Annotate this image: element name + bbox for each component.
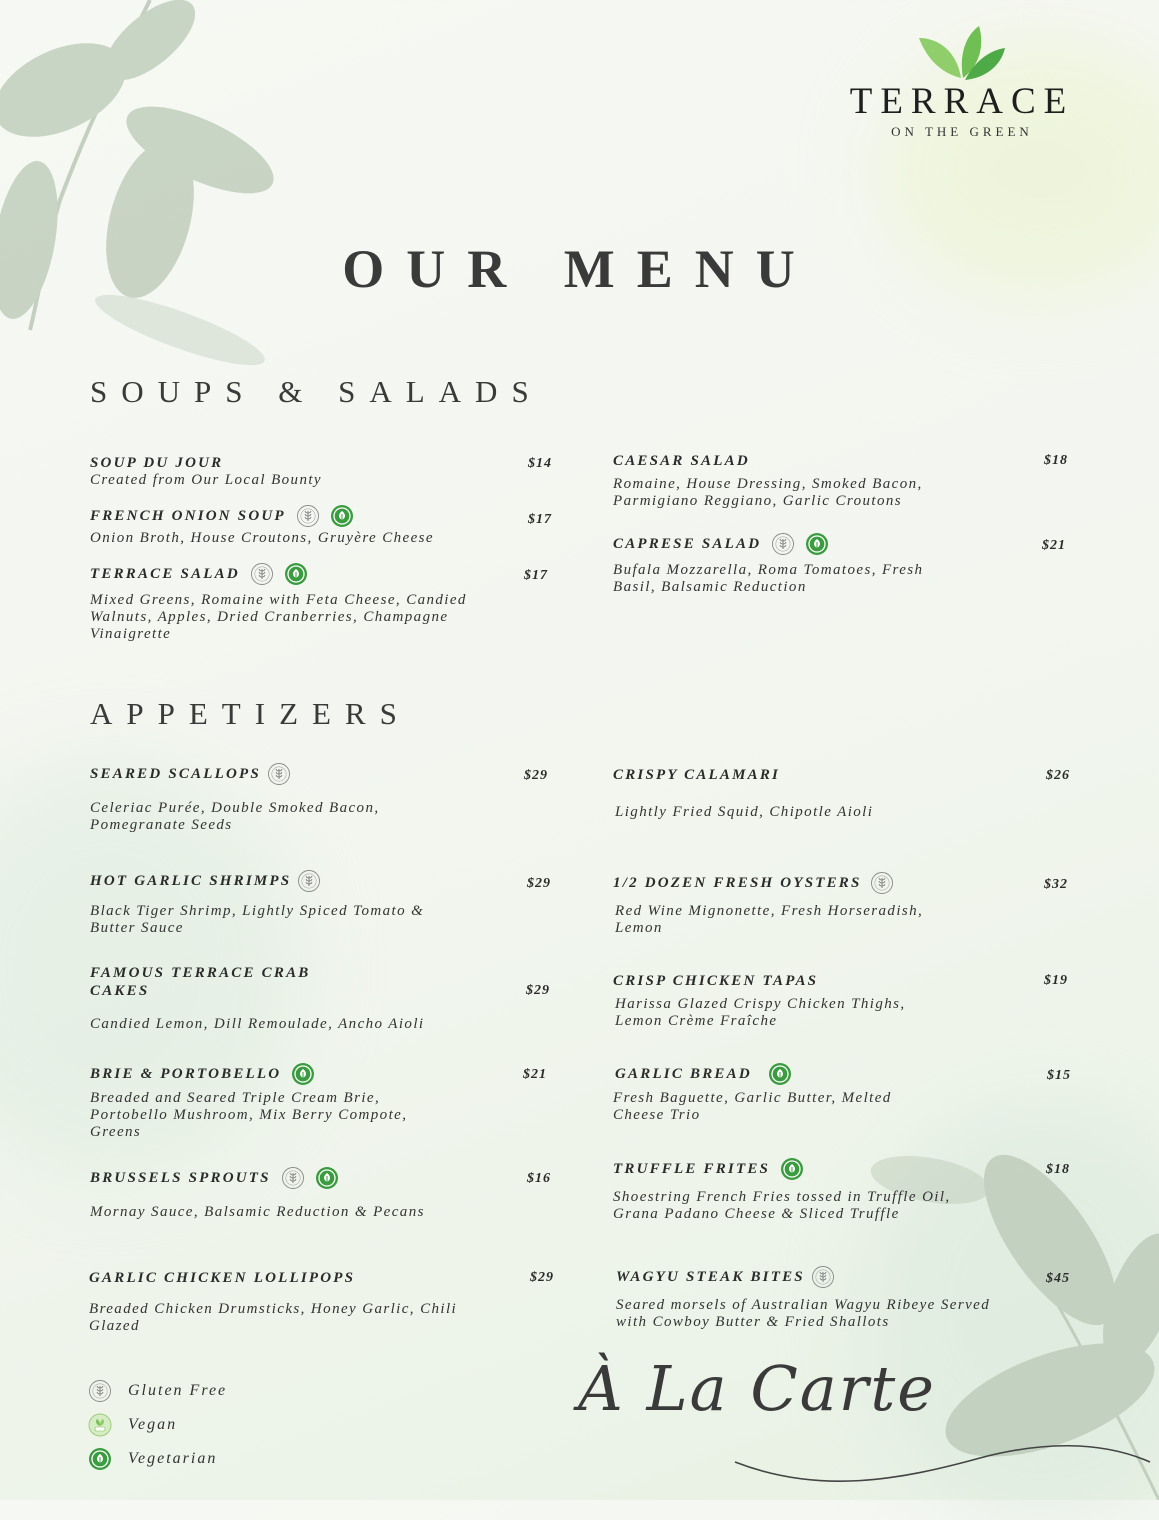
item-price: $16 xyxy=(527,1171,551,1186)
brand-name: TERRACE xyxy=(849,81,1075,122)
item-description: Shoestring French Fries tossed in Truffle Oil, Grana Padano Cheese & Sliced Truffle xyxy=(613,1189,951,1222)
section-title-appetizers: APPETIZERS xyxy=(90,696,411,731)
a-la-carte-script: À La Carte xyxy=(578,1352,936,1425)
item-name: SEARED SCALLOPS xyxy=(90,766,261,782)
item-description: Onion Broth, House Croutons, Gruyère Cheese xyxy=(90,530,434,546)
item-name: GARLIC CHICKEN LOLLIPOPS xyxy=(89,1270,356,1287)
item-name: CRISPY CALAMARI xyxy=(613,767,781,784)
item-name: HOT GARLIC SHRIMPS xyxy=(90,873,292,889)
item-description: Mornay Sauce, Balsamic Reduction & Pecans xyxy=(90,1204,425,1220)
item-description: Lightly Fried Squid, Chipotle Aioli xyxy=(615,804,874,821)
brand-tagline: ON THE GREEN xyxy=(891,124,1033,139)
item-name: SOUP DU JOUR xyxy=(90,455,224,472)
item-description: Black Tiger Shrimp, Lightly Spiced Tomato & Butter Sauce xyxy=(90,903,425,936)
item-price: $21 xyxy=(523,1067,547,1082)
item-price: $17 xyxy=(528,512,552,527)
item-price: $14 xyxy=(528,456,552,471)
item-description: Bufala Mozzarella, Roma Tomatoes, Fresh Basil, Balsamic Reduction xyxy=(613,562,924,595)
page-title: OUR MENU xyxy=(342,239,817,299)
section-title-soups-salads: SOUPS & SALADS xyxy=(90,374,543,409)
item-price: $26 xyxy=(1046,768,1070,783)
item-description: Celeriac Purée, Double Smoked Bacon, Pomegranate Seeds xyxy=(90,800,380,833)
item-description: Breaded Chicken Drumsticks, Honey Garlic, Chili Glazed xyxy=(89,1301,458,1335)
item-description: Red Wine Mignonette, Fresh Horseradish, Lemon xyxy=(615,903,924,936)
item-name: BRUSSELS SPROUTS xyxy=(90,1170,271,1186)
item-name: TERRACE SALAD xyxy=(90,566,240,582)
item-name: TRUFFLE FRITES xyxy=(613,1161,771,1177)
item-name: FAMOUS TERRACE CRAB CAKES xyxy=(90,965,311,999)
item-description: Seared morsels of Australian Wagyu Ribeye Served with Cowboy Butter & Fried Shallots xyxy=(616,1297,991,1330)
item-description: Mixed Greens, Romaine with Feta Cheese, Candied Walnuts, Apples, Dried Cranberries, Champagne Vinaigrette xyxy=(90,592,467,642)
item-name: CAESAR SALAD xyxy=(613,453,750,470)
item-description: Candied Lemon, Dill Remoulade, Ancho Aioli xyxy=(90,1016,425,1032)
legend-label: Vegetarian xyxy=(128,1450,218,1467)
item-price: $29 xyxy=(524,768,548,783)
item-price: $45 xyxy=(1046,1271,1070,1286)
item-name: GARLIC BREAD xyxy=(615,1066,752,1082)
item-price: $19 xyxy=(1044,973,1068,988)
legend-label: Gluten Free xyxy=(128,1382,228,1399)
item-price: $29 xyxy=(530,1270,554,1285)
item-price: $18 xyxy=(1046,1162,1070,1177)
item-description: Fresh Baguette, Garlic Butter, Melted Cheese Trio xyxy=(613,1090,892,1123)
item-name: BRIE & PORTOBELLO xyxy=(90,1066,282,1082)
item-name: CRISP CHICKEN TAPAS xyxy=(613,973,819,990)
item-price: $15 xyxy=(1047,1068,1071,1083)
item-name: CAPRESE SALAD xyxy=(613,536,762,552)
item-price: $17 xyxy=(524,568,548,583)
legend-label: Vegan xyxy=(128,1416,178,1433)
item-name: FRENCH ONION SOUP xyxy=(90,508,286,524)
item-price: $29 xyxy=(526,983,550,998)
item-price: $21 xyxy=(1042,538,1066,553)
item-description: Breaded and Seared Triple Cream Brie, Portobello Mushroom, Mix Berry Compote, Greens xyxy=(90,1090,408,1140)
item-price: $32 xyxy=(1044,877,1068,892)
item-description: Romaine, House Dressing, Smoked Bacon, Parmigiano Reggiano, Garlic Croutons xyxy=(613,476,923,510)
item-price: $29 xyxy=(527,876,551,891)
item-description: Created from Our Local Bounty xyxy=(90,472,322,489)
item-price: $18 xyxy=(1044,453,1068,468)
item-description: Harissa Glazed Crispy Chicken Thighs, Lemon Crème Fraîche xyxy=(615,996,906,1030)
item-name: 1/2 DOZEN FRESH OYSTERS xyxy=(613,875,862,891)
item-name: WAGYU STEAK BITES xyxy=(616,1269,805,1285)
